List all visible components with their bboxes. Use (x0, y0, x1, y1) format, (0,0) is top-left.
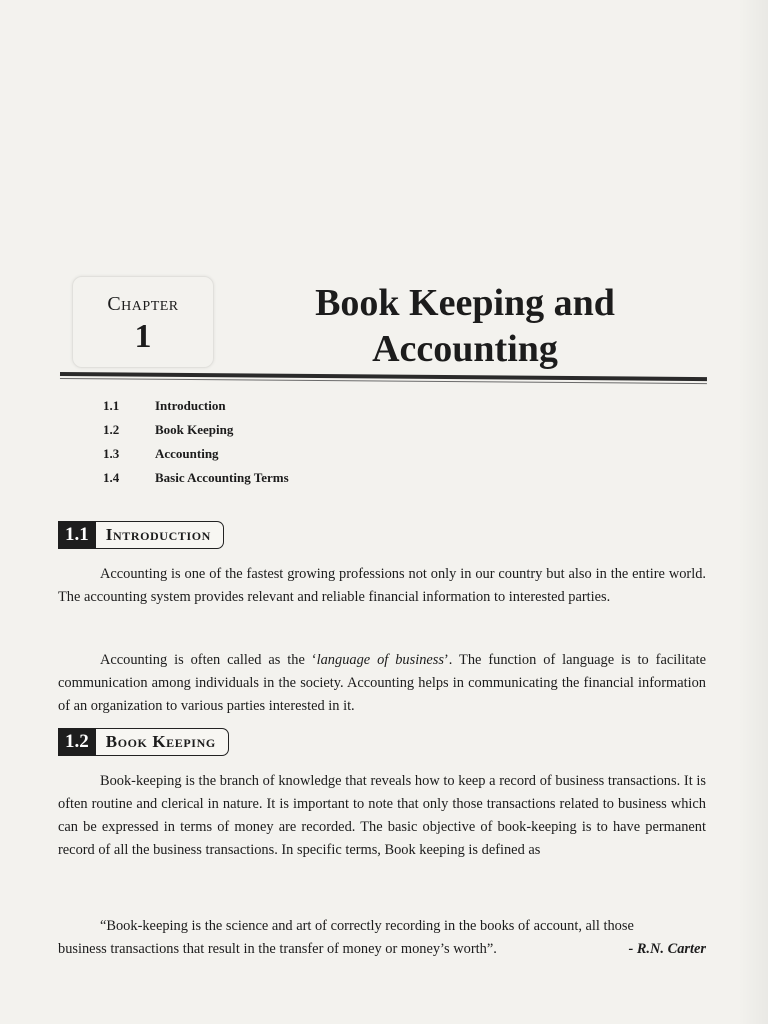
section-title: Introduction (96, 521, 224, 549)
intro-paragraph-1: Accounting is one of the fastest growing professions not only in our country but also in the entire world. The accounting system provides relevant and reliable financial information to interested parties. (58, 566, 706, 605)
chapter-box (72, 276, 214, 368)
toc-item (103, 418, 363, 441)
toc-title: Accounting (155, 446, 219, 461)
toc-item (103, 394, 363, 417)
definition-quote (58, 915, 706, 961)
toc-number: 1.4 (103, 470, 120, 485)
toc-title: Book Keeping (155, 422, 234, 437)
page-edge-shadow (738, 0, 768, 1024)
section-number: 1.1 (58, 521, 96, 549)
intro-paragraph-2 (58, 649, 706, 718)
section-heading-book-keeping (58, 728, 229, 756)
toc-number: 1.1 (103, 398, 120, 413)
toc-title: Introduction (155, 398, 226, 413)
book-keeping-paragraph: Book-keeping is the branch of knowledge that reveals how to keep a record of business transactions. It is often routine and clerical in nature. It is important to note that only those transactions related to business which can be expressed in terms of money are recorded. The basic objective of book-keeping is to have permanent record of all the business transactions. In specific terms, Book keeping is defined as (58, 773, 706, 858)
quote-author: - R.N. Carter (628, 941, 706, 957)
section-heading-introduction (58, 521, 224, 549)
toc-title: Basic Accounting Terms (155, 470, 289, 485)
table-of-contents (103, 394, 363, 486)
toc-number: 1.2 (103, 422, 120, 437)
italic-phrase: language of business (316, 652, 444, 668)
toc-item (103, 442, 363, 465)
section-title: Book Keeping (96, 728, 229, 756)
toc-item (103, 466, 363, 489)
chapter-title-line2: Accounting (372, 328, 558, 370)
section-number: 1.2 (58, 728, 96, 756)
title-rule (60, 372, 707, 381)
chapter-number: 1 (134, 318, 152, 355)
quote-line-1: “Book-keeping is the science and art of correctly recording in the books of account, all those (100, 918, 634, 934)
chapter-title-line1: Book Keeping and (315, 282, 615, 324)
toc-number: 1.3 (103, 446, 120, 461)
chapter-label: Chapter (107, 293, 179, 315)
para-text: Accounting is often called as the ‘ (100, 652, 317, 668)
quote-line-2: business transactions that result in the transfer of money or money’s worth”. (58, 941, 497, 957)
para-text: ’. The function of language is to facilitate communication among individuals in the society. Accounting helps in communicating the financial information of an organization to various parties interested in it. (58, 652, 707, 714)
chapter-title (270, 280, 660, 372)
quote-line-2-row (58, 938, 706, 961)
